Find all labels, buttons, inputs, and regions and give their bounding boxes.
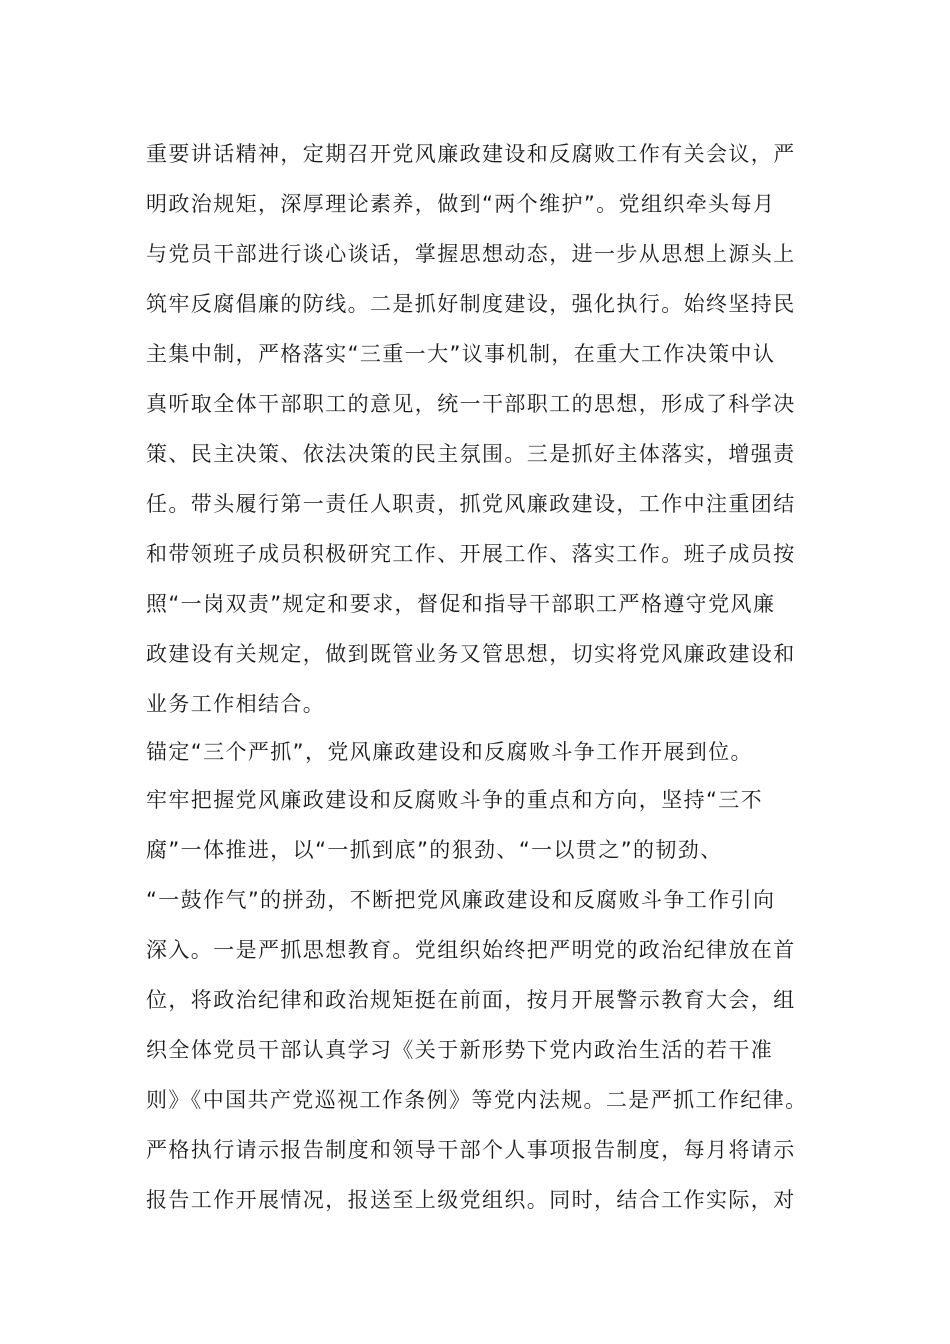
text-line: 报告工作开展情况，报送至上级党组织。同时，结合工作实际，对 [146, 1188, 796, 1212]
text-line: 业务工作相结合。 [146, 692, 326, 716]
text-line: 则》《中国共产党巡视工作条例》等党内法规。二是严抓工作纪律。 [146, 1088, 808, 1112]
text-line: 照“一岗双责”规定和要求，督促和指导干部职工严格遵守党风廉 [146, 592, 776, 616]
text-line: 任。带头履行第一责任人职责，抓党风廉政建设，工作中注重团结 [146, 492, 796, 516]
section-heading: 锚定“三个严抓”，党风廉政建设和反腐败斗争工作开展到位。 [146, 740, 753, 764]
text-line: 明政治规矩，深厚理论素养，做到“两个维护”。党组织牵头每月 [146, 192, 776, 216]
text-line: 政建设有关规定，做到既管业务又管思想，切实将党风廉政建设和 [146, 642, 796, 666]
text-line: 与党员干部进行谈心谈话，掌握思想动态，进一步从思想上源头上 [146, 242, 796, 266]
body-text [146, 129, 846, 1225]
text-line: 位，将政治纪律和政治规矩挺在前面，按月开展警示教育大会，组 [146, 988, 796, 1012]
text-line: 织全体党员干部认真学习《关于新形势下党内政治生活的若干准 [146, 1038, 774, 1062]
text-line: 筑牢反腐倡廉的防线。二是抓好制度建设，强化执行。始终坚持民 [146, 292, 796, 316]
text-line: 深入。一是严抓思想教育。党组织始终把严明党的政治纪律放在首 [146, 938, 796, 962]
text-line: 重要讲话精神，定期召开党风廉政建设和反腐败工作有关会议，严 [146, 142, 796, 166]
text-line: 策、民主决策、依法决策的民主氛围。三是抓好主体落实，增强责 [146, 442, 796, 466]
text-line: 腐”一体推进，以“一抓到底”的狠劲、“一以贯之”的韧劲、 [146, 838, 723, 862]
text-line: 严格执行请示报告制度和领导干部个人事项报告制度，每月将请示 [146, 1138, 796, 1162]
text-line: 真听取全体干部职工的意见，统一干部职工的思想，形成了科学决 [146, 392, 796, 416]
text-line: “一鼓作气”的拼劲，不断把党风廉政建设和反腐败斗争工作引向 [146, 888, 776, 912]
text-line: 和带领班子成员积极研究工作、开展工作、落实工作。班子成员按 [146, 542, 796, 566]
text-line: 主集中制，严格落实“三重一大”议事机制，在重大工作决策中认 [146, 342, 776, 366]
text-line: 牢牢把握党风廉政建设和反腐败斗争的重点和方向，坚持“三不 [146, 788, 764, 812]
